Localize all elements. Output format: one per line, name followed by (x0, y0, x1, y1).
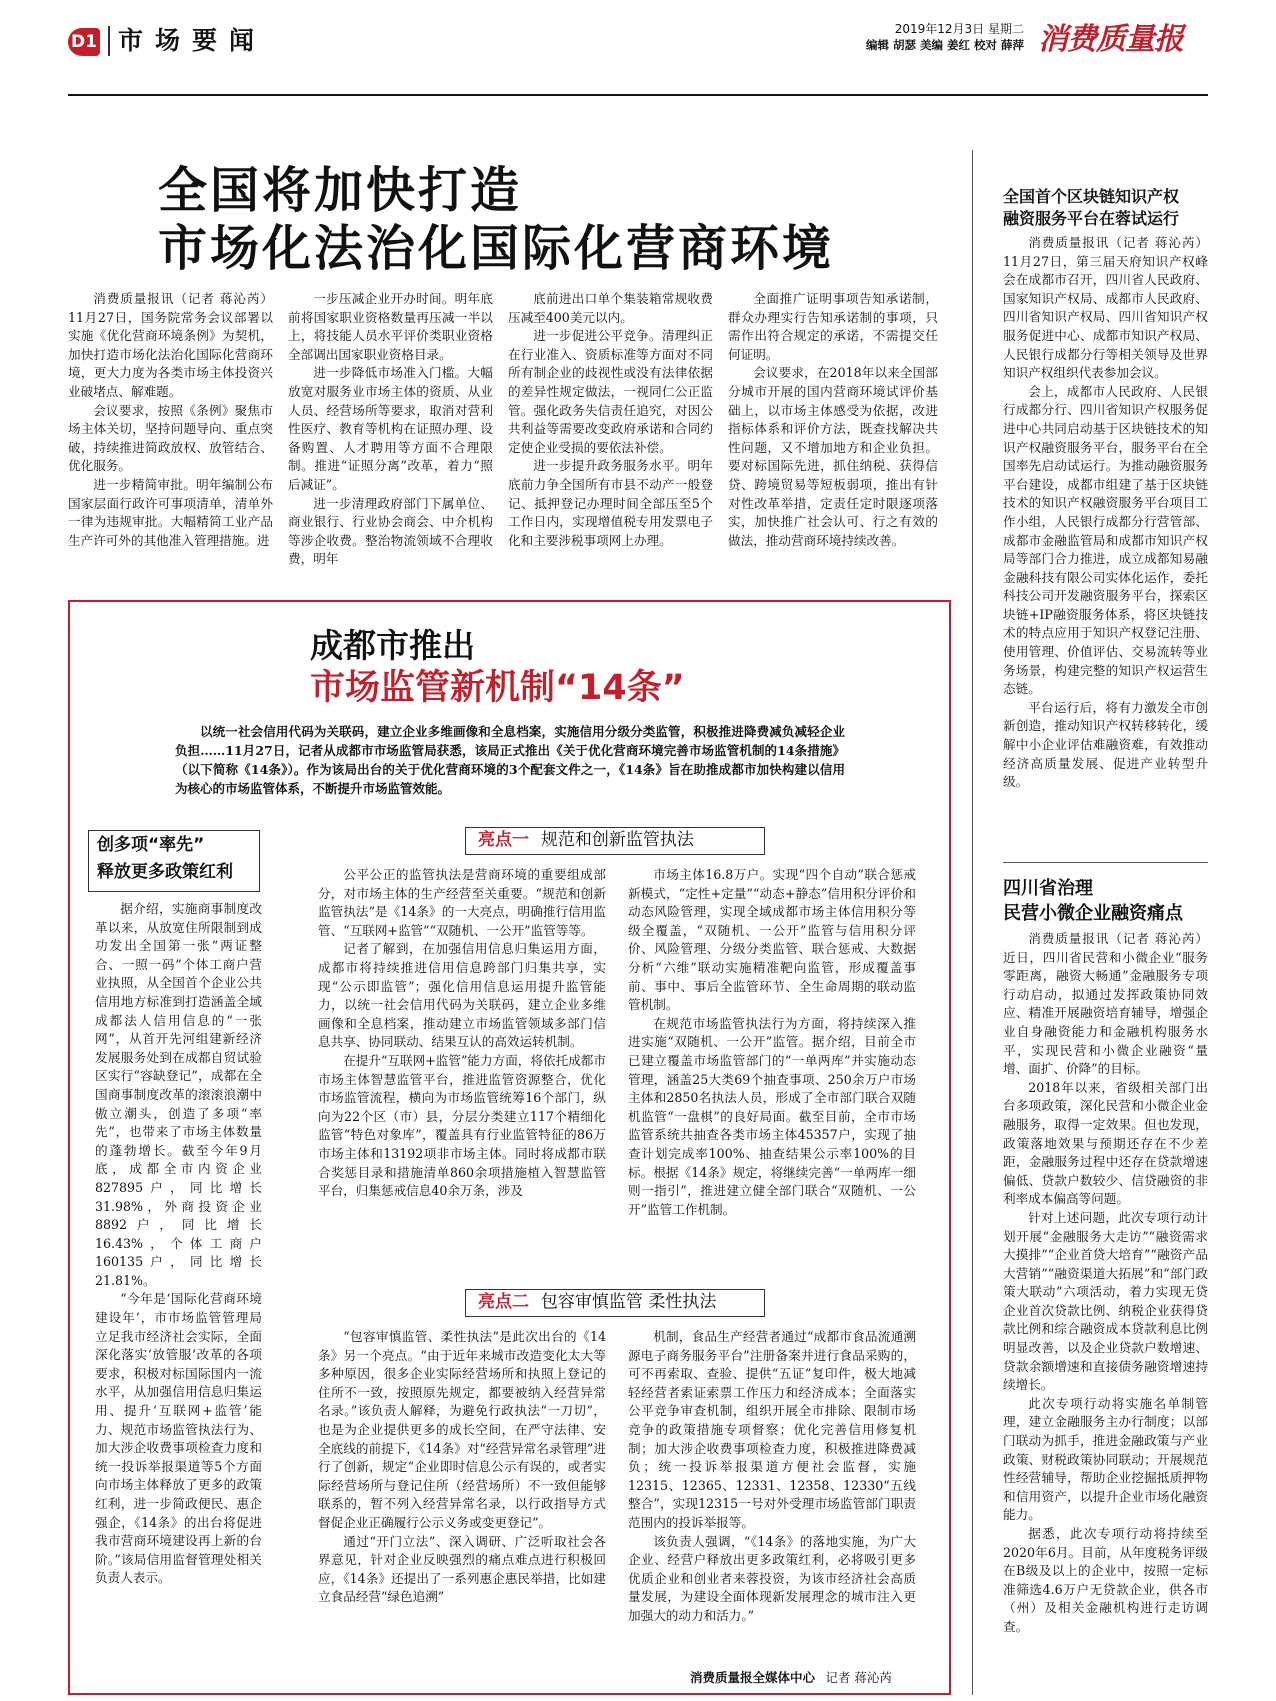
header-rule (68, 94, 1208, 96)
lead-column-4: 全面推广证明事项告知承诺制，群众办理实行告知承诺制的事项，只需作出符合规定的承诺，不需提交任何证明。 会议要求，在2018年以来全国部分城市开展的国内营商环境试评价基础上，以市场主体感受为依据，改进指标体系和评价方法，既查找解决共性问题，又不增加地方和企业负担。要对标国际先进，抓住纳税、获得信贷、跨境贸易等短板弱项，推出有针对性改革举措，定责任定时限逐项落实，加快推广社会认可、行之有效的做法，推动营商环境持续改善。 (728, 291, 938, 548)
side-headline-line1: 创多项“率先” (97, 835, 205, 855)
byline-reporter: 记者 蒋沁芮 (825, 1670, 892, 1685)
lead-column-2: 一步压减企业开办时间。明年底前将国家职业资格数量再压减一半以上，将技能人员水平评价类职业资格全部调出国家职业资格目录。 进一步降低市场准入门槛。大幅放宽对服务业市场主体的资质、从业人员、经营场所等要求，取消对营利性医疗、教育等机构在证照办理、设备购置、人才聘用等方面不合理限制。推进“证照分离”改革，着力“照后减证”。 进一步清理政府部门下属单位、商业银行、行业协会商会、中介机构等涉企收费。整治物流领域不合理收费，明年 (288, 291, 493, 567)
right-article-divider (1003, 862, 1208, 863)
right-article-1-headline (1003, 186, 1179, 230)
highlight-2-tag: 亮点二 (478, 1292, 529, 1312)
highlight-1-text: 规范和创新监管执法 (540, 830, 694, 850)
highlight-2-banner (465, 1289, 765, 1317)
page-number-badge: D1 (68, 28, 100, 56)
highlight-2-text: 包容审慎监管 柔性执法 (540, 1292, 717, 1312)
masthead-logo: 消费质量报 (1038, 22, 1183, 57)
highlight-2-column-1: “包容审慎监管、柔性执法”是此次出台的《14条》另一个亮点。“由于近年来城市改造变化太大等多种原因，很多企业实际经营场所和执照上登记的住所不一致，按照原先规定，都要被纳入经营异常名录。”该负责人解释，为避免行政执法“一刀切”，也是为企业提供更多的成长空间，在严守法律、安全底线的前提下，《14条》对“经营异常名录管理”进行了创新，规定“企业即时信息公示有误的，或者实际经营场所与登记住所（经营场所）不一致但能够联系的，暂不列入经营异常名录，以行政指导方式督促企业正确履行公示义务或变更登记”。 通过“开门立法”、深入调研、广泛听取社会各界意见，针对企业反映强烈的痛点难点进行积极回应，《14条》还提出了一系列惠企惠民举措，比如建立食品经营“绿色追溯” (318, 1329, 606, 1605)
side-headline-box (88, 830, 260, 892)
right-article-2-headline-line2: 民营小微企业融资痛点 (1003, 903, 1183, 924)
right-article-2-headline (1003, 876, 1183, 926)
highlight-1-column-1: 公平公正的监管执法是营商环境的重要组成部分，对市场主体的生产经营至关重要。“规范和创新监管执法”是《14条》的一大亮点，明确推行信用监管、“互联网+监管”“双随机、一公开”监管等等。 记者了解到，在加强信用信息归集运用方面，成都市将持续推进信用信息跨部门归集共享，实现“公示即监管”；强化信用信息运用提升监管能力，以统一社会信用代码为关联码，建立企业多维画像和全息档案，推动建立市场监管领域多部门信息共享、协同联动、结果互认的高效运转机制。 在提升“互联网+监管”能力方面，将依托成都市市场主体智慧监管平台，推进监管资源整合，优化市场监管流程，横向为市场监管统筹16个部门，纵向为22个区（市）县，分层分类建立117个精细化监管“特色对象库”，覆盖具有行业监管特征的86万市场主体和13192项非市场主体。同时将成都市联合奖惩目录和措施清单860余项措施植入智慧监管平台，归集惩戒信息40余万条，涉及 (318, 867, 606, 1199)
side-headline-line2: 释放更多政策红利 (97, 862, 233, 882)
page-editors: 编辑 胡瑟 美编 姜红 校对 薛萍 (865, 38, 1024, 52)
right-article-2-body: 消费质量报讯（记者 蒋沁芮）近日，四川省民营和小微企业“服务零距离，融资大畅通”金融服务专项行动启动，拟通过发挥政策协同效应、精准开展融资培育辅导，增强企业自身融资能力和金融机构服务水平，实现民营和小微企业融资“量增、面扩、价降”的目标。 2018年以来，省级相关部门出台多项政策，深化民营和小微企业金融服务，取得一定效果。但也发现，政策落地效果与预期还存在不少差距，金融服务过程中还存在贷款增速偏低、贷款户数较少、信贷融资的非利率成本偏高等问题。 针对上述问题，此次专项行动计划开展“金融服务大走访”“融资需求大摸排”“企业首贷大培育”“融资产品大营销”“融资渠道大拓展”和“部门政策大联动”六项活动，着力实现无贷企业首次贷款比例、纳税企业获得贷款比例和综合融资成本贷款利息比例明显改善，以及企业贷款户数增速、贷款余额增速和直接债务融资增速持续增长。 此次专项行动将实施名单制管理，建立金融服务主办行制度；以部门联动为抓手，推进金融政策与产业政策、财税政策协同联动；开展规范性经营辅导，帮助企业挖掘抵质押物和信用资产，以提升企业市场化融资能力。 据悉，此次专项行动将持续至2020年6月。目前，从年度税务评级在B级及以上的企业中，按照一定标准筛选4.6万户无贷款企业，供各市（州）及相关金融机构进行走访调查。 (1003, 931, 1208, 1634)
chengdu-intro: 以统一社会信用代码为关联码，建立企业多维画像和全息档案，实施信用分级分类监管，积极推进降费减负减轻企业负担……11月27日，记者从成都市市场监管局获悉，该局正式推出《关于优化营商环境完善市场监管机制的14条措施》（以下简称《14条》）。作为该局出台的关于优化营商环境的3个配套文件之一，《14条》旨在助推成都市加快构建以信用为核心的市场监管体系，不断提升市场监管效能。 (175, 724, 845, 796)
byline-org: 消费质量报全媒体中心 (690, 1670, 816, 1685)
chengdu-headline-line2: 市场监管新机制“14条” (310, 668, 685, 708)
right-article-1-headline-line1: 全国首个区块链知识产权 (1003, 187, 1180, 206)
highlight-2-column-2: 机制，食品生产经营者通过“成都市食品流通溯源电子商务服务平台”注册备案并进行食品采购的，可不再索取、查验、提供“五证”复印件，极大地减轻经营者索证索票工作压力和经济成本；全面落实公平竞争审查机制，组织开展全市排除、限制市场竞争的政策措施专项督察；优化完善信用修复机制；加大涉企收费事项检查力度，积极推进降费减负；统一投诉举报渠道方便社会监督，实施12315、12365、12331、12358、12330“五线整合”，实现12315一号对外受理市场监管部门职责范围内的投诉举报等。 该负责人强调，“《14条》的落地实施，为广大企业、经营户释放出更多政策红利，必将吸引更多优质企业和创业者来蓉投资，为该市经济社会高质量发展，为建设全面体现新发展理念的城市注入更加强大的动力和活力。” (628, 1329, 916, 1623)
lead-headline-line1: 全国将加快打造 (158, 162, 523, 219)
lead-headline-line2: 市场化法治化国际化营商环境 (158, 220, 835, 277)
byline (690, 1668, 892, 1686)
highlight-1-banner (465, 827, 765, 855)
chengdu-headline (310, 625, 685, 709)
lead-headline (158, 162, 834, 278)
section-name: 市场要闻 (108, 26, 266, 56)
page-date: 2019年12月3日 星期二 (894, 22, 1024, 36)
chengdu-headline-line1: 成都市推出 (310, 626, 475, 665)
right-article-1-body: 消费质量报讯（记者 蒋沁芮）11月27日，第三届天府知识产权峰会在成都市召开，四川省人民政府、国家知识产权局、成都市人民政府、四川省知识产权局、四川省知识产权服务促进中心、成都市知识产权局、人民银行成都分行等相关领导及世界知识产权组织代表参加会议。 会上，成都市人民政府、人民银行成都分行、四川省知识产权服务促进中心共同启动基于区块链技术的知识产权融资服务平台，服务平台在全国率先启动试运行。为推动融资服务平台建设，成都市组建了基于区块链技术的知识产权融资服务平台项目工作小组，人民银行成都分行营管部、成都市金融监管局和成都市知识产权局等部门合力推进，成立成都知易融金融科技有限公司实体化运作，委托科技公司开发融资服务平台，探索区块链+IP融资服务体系，将区块链技术的特点应用于知识产权登记注册、使用管理、价值评估、交易流转等业务场景，构建完整的知识产权运营生态链。 平台运行后，将有力激发全市创新创造，推动知识产权转移转化，缓解中小企业评估难融资难，有效推动经济高质量发展、促进产业转型升级。 (1003, 235, 1208, 790)
highlight-1-column-2: 市场主体16.8万户。实现“四个自动”联合惩戒新模式，“定性+定量”“动态+静态”信用积分评价和动态风险管理，实现全域成都市场主体信用积分等级全覆盖，“双随机、一公开”监管与信用积分评价、风险管理、分级分类监管、联合惩戒、大数据分析“六维”联动实施精准靶向监管，形成覆盖事前、事中、事后全监管环节、全生命周期的联动监管机制。 在规范市场监管执法行为方面，将持续深入推进实施“双随机、一公开”监管。据介绍，目前全市已建立覆盖市场监管部门的“一单两库”并实施动态管理，涵盖25大类69个抽查事项、250余万户市场主体和2850名执法人员，形成了全市部门联合双随机监管“一盘棋”的良好局面。截至目前，全市市场监管系统共抽查各类市场主体45357户，实现了抽查计划完成率100%、抽查结果公示率100%的目标。根据《14条》规定，将继续完善“一单两库一细则一指引”，推进建立健全部门联合“双随机、一公开”监管工作机制。 (628, 867, 916, 1217)
side-body: 据介绍，实施商事制度改革以来，从放宽住所限制到成功发出全国第一张“两证整合、一照一码”个体工商户营业执照，从全国首个企业公共信用地方标准到打造涵盖全域成都法人信用信息的“一张网”，从首开先河组建新经济发展服务处到在成都自贸试验区实行“容缺登记”，成都在全国商事制度改革的滚滚浪潮中傲立潮头，创造了多项“率先”，也带来了市场主体数量的蓬勃增长。截至今年9月底，成都全市内资企业827895户，同比增长31.98%，外商投资企业8892户，同比增长16.43%，个体工商户160135户，同比增长21.81%。 “今年是‘国际化营商环境建设年’，市市场监管管理局立足我市经济社会实际，全面深化落实‘放管服’改革的各项要求，积极对标国际国内一流水平，从加强信用信息归集运用、提升‘互联网+监管’能力、规范市场监管执法行为、加大涉企收费事项检查力度和统一投诉举报渠道等5个方面向市场主体释放了更多的政策红利，进一步简政便民、惠企强企，《14条》的出台将促进我市营商环境建设再上新的台阶。”该局信用监督管理处相关负责人表示。 (95, 901, 262, 1586)
right-article-1-headline-line2: 融资服务平台在蓉试运行 (1003, 209, 1180, 228)
right-article-2-headline-line1: 四川省治理 (1003, 878, 1093, 899)
right-column-divider (972, 150, 973, 1695)
lead-column-3: 底前进出口单个集装箱常规收费压减至400美元以内。 进一步促进公平竞争。清理纠正在行业准入、资质标准等方面对不同所有制企业的歧视性或没有法律依据的差异性规定做法，一视同仁公正监管。强化政务失信责任追究，对因公共利益等需要改变政府承诺和合同约定使企业受损的要依法补偿。 进一步提升政务服务水平。明年底前力争全国所有市县不动产一般登记、抵押登记办理时间全部压至5个工作日内，实现增值税专用发票电子化和主要涉税事项网上办理。 (508, 291, 713, 548)
lead-column-1: 消费质量报讯（记者 蒋沁芮）11月27日，国务院常务会议部署以实施《优化营商环境条例》为契机，加快打造市场化法治化国际化营商环境，更大力度为各类市场主体投资兴业破堵点、解难题。 会议要求，按照《条例》聚焦市场主体关切，坚持问题导向、重点突破，持续推进简政放权、放管结合、优化服务。 进一步精简审批。明年编制公布国家层面行政许可事项清单，清单外一律为违规审批。大幅精简工业产品生产许可外的其他准入管理措施。进 (68, 291, 273, 548)
highlight-1-tag: 亮点一 (478, 830, 529, 850)
